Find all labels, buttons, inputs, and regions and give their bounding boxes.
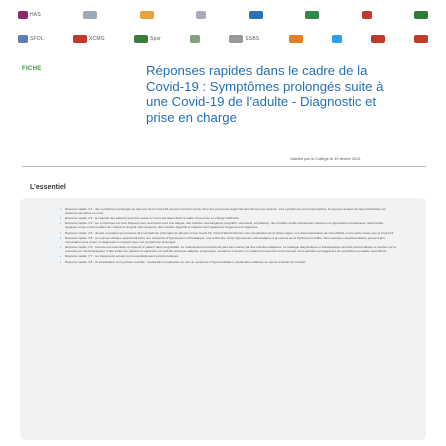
logo-mark-icon xyxy=(83,11,97,19)
partner-logo xyxy=(18,35,44,43)
logo-mark-icon xyxy=(249,11,263,19)
partner-logos xyxy=(18,6,428,48)
document-type-tag: FICHE xyxy=(22,66,42,72)
logo-row-bottom xyxy=(18,30,428,48)
validation-note: Validée par le Collège le 10 février 2021 xyxy=(290,156,361,161)
logo-mark-icon xyxy=(305,11,319,19)
logo-text: HAS xyxy=(30,12,41,18)
logo-mark-icon xyxy=(229,35,243,43)
summary-list xyxy=(60,208,396,266)
partner-logo xyxy=(371,35,385,43)
logo-mark-icon xyxy=(134,35,148,43)
logo-text: SSBS xyxy=(245,36,260,42)
logo-text: Spsr xyxy=(149,36,162,42)
logo-row-top xyxy=(18,6,428,24)
summary-item: ▪ Réponse rapide n°5 : un examen clinique approfondi (dont une recherche d’hypotension orthostatique, une recherche d’une hypotension orthostatique et la mesure de la SpO2) peut suffire. Des examens complémentaires peuvent être nécessaires pour poser un diagnostic en rapport avec ces symptômes prolongés. xyxy=(60,237,396,245)
summary-item: ▪ Réponse rapide n°2 : la majorité des patients peut être suivie en soins primaires dans le cadre d’une prise en charge habituelle. xyxy=(60,217,396,221)
logo-mark-icon xyxy=(73,35,87,43)
summary-item: ▪ Réponse rapide n°8 : la réévaluation à une phase centrale : rééducation respiratoire en cas de syndrome d’hyperventilation, rééducation olfactive en cas de troubles de l’odorat. xyxy=(60,261,396,265)
logo-mark-icon xyxy=(414,11,428,19)
header-divider xyxy=(22,166,426,167)
logo-mark-icon xyxy=(289,35,303,43)
logo-mark-icon xyxy=(332,35,342,43)
summary-item: ▪ Réponse rapide n°6 : l’écoute est essentielle et explorer le patient dans sa globalité. Le retentissement fonctionnel peut être évalué par des échelles adaptées. La stratégie diagnostique et thérapeutique doit être personnalisée et centrée sur la personne en l’accompagnant. Il faut inciter les patients à reprendre une activité physique adaptée, progressive, encadrée si besoin, en évitant les exercices trop intenses et les activités qui aggravent les symptômes (malaise post-effort). xyxy=(60,246,396,254)
logo-mark-icon xyxy=(414,35,428,43)
summary-item: ▪ Réponse rapide n°3 : les symptômes les plus fréquemment rencontrés sont une fatigue, des troubles neurologiques (cognitifs, sensoriels, céphalées), des troubles cardio-thoraciques (douleurs et oppressions thoraciques, tachycardie, dyspnée, toux) et des troubles de l’odorat et du goût. Des douleurs, des troubles digestifs et cutanés sont également fréquemment rapportés. xyxy=(60,222,396,230)
logo-mark-icon xyxy=(18,11,28,19)
document-title: Réponses rapides dans le cadre de la Covid-19 : Symptômes prolongés suite à une Covid-19 de l’adulte - Diagnostic et prise en charge xyxy=(146,63,384,125)
summary-item: ▪ Réponse rapide n°1 : des symptômes prolongés au décours de la Covid-19 peuvent survenir même chez des personnes ayant fait des formes peu sévères. Ces symptômes sont polymorphes, ils peuvent évoluer de façon fluctuante sur plusieurs semaines ou mois. xyxy=(60,208,396,216)
partner-logo xyxy=(140,11,154,19)
summary-item: ▪ Réponse rapide n°4 : devant un patient qui présente des symptômes prolongés au décours d’une Covid-19, il faut d’abord éliminer une complication de la phase aiguë, une décompensation de comorbidité et une autre cause que la Covid-19. xyxy=(60,232,396,236)
partner-logo xyxy=(414,35,428,43)
section-heading: L’essentiel xyxy=(30,184,66,191)
partner-logo xyxy=(305,11,319,19)
partner-logo xyxy=(18,11,41,19)
partner-logo xyxy=(73,35,105,43)
logo-text: XCMG xyxy=(88,36,105,42)
logo-mark-icon xyxy=(140,11,154,19)
partner-logo xyxy=(414,11,428,19)
logo-text: SFOL xyxy=(30,36,44,42)
partner-logo xyxy=(249,11,263,19)
partner-logo xyxy=(196,11,206,19)
logo-mark-icon xyxy=(362,11,372,19)
partner-logo xyxy=(190,35,200,43)
logo-mark-icon xyxy=(371,35,385,43)
partner-logo xyxy=(289,35,303,43)
logo-mark-icon xyxy=(196,11,206,19)
partner-logo xyxy=(229,35,259,43)
partner-logo xyxy=(83,11,97,19)
partner-logo xyxy=(362,11,372,19)
summary-item: ▪ Réponse rapide n°7 : les traitements actuels sont essentiellement symptomatiques. xyxy=(60,255,396,259)
logo-mark-icon xyxy=(18,35,28,43)
logo-mark-icon xyxy=(190,35,200,43)
partner-logo xyxy=(134,35,161,43)
partner-logo xyxy=(332,35,342,43)
